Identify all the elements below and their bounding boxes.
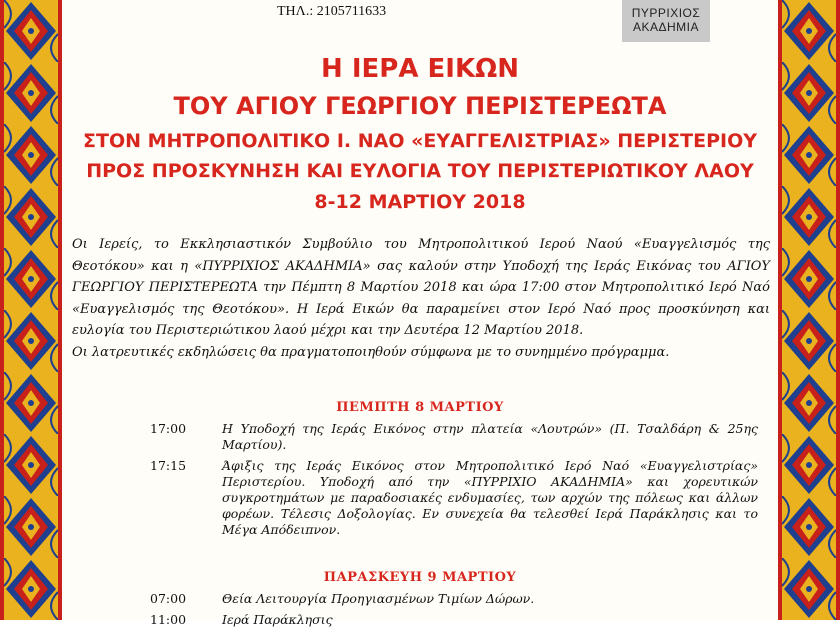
intro-last-line: Οι λατρευτικές εκδηλώσεις θα πραγματοποιηθούν σύμφωνα με το συνημμένο πρόγραμμα. (72, 344, 670, 360)
schedule-description: Ιερά Παράκλησις (222, 612, 333, 627)
logo-line-1: ΠΥΡΡΙΧΙΟΣ (631, 6, 701, 20)
title-dates: 8-12 ΜΑΡΤΙΟΥ 2018 (314, 191, 526, 213)
title-line-1: Η ΙΕΡΑ ΕΙΚΩΝ (321, 54, 519, 84)
schedule-description: Θεία Λειτουργία Προηγιασμένων Τιμίων Δώρων. (222, 591, 535, 606)
schedule-time: 17:00 (150, 421, 187, 436)
schedule-time: 07:00 (150, 591, 187, 606)
schedule-time: 17:15 (150, 458, 187, 473)
phone-number: ΤΗΛ.: 2105711633 (277, 4, 387, 19)
day-heading-friday: ΠΑΡΑΣΚΕΥΗ 9 ΜΑΡΤΙΟΥ (323, 570, 517, 585)
ornamental-border-left (0, 0, 62, 620)
intro-text (72, 234, 770, 363)
day-heading-thursday: ΠΕΜΠΤΗ 8 ΜΑΡΤΙΟΥ (336, 400, 504, 415)
logo-line-2: ΑΚΑΔΗΜΙΑ (632, 20, 700, 34)
title-line-2: ΤΟΥ ΑΓΙΟΥ ΓΕΩΡΓΙΟΥ ΠΕΡΙΣΤΕΡΕΩΤΑ (173, 92, 667, 120)
intro-paragraph: Οι Ιερείς, το Εκκλησιαστικόν Συμβούλιο του Μητροπολιτικού Ιερού Ναού «Ευαγγελισμός της Θεοτόκου» και η «ΠΥΡΡΙΧΙΟΣ ΑΚΑΔΗΜΙΑ» σας καλούν στην Υποδοχή της Ιεράς Εικόνας του ΑΓΙΟΥ ΓΕΩΡΓΙΟΥ ΠΕΡΙΣΤΕΡΕΩΤΑ την Πέμπτη 8 Μαρτίου 2018 και ώρα 17:00 στον Μητροπολιτικό Ιερό Ναό «Ευαγγελισμός της Θεοτόκου». Η Ιερά Εικών θα παραμείνει στον Ιερό Ναό προς προσκύνηση και ευλογία του Περιστεριώτικου λαού μέχρι και την Δευτέρα 12 Μαρτίου 2018. (72, 237, 770, 338)
title-line-4: ΠΡΟΣ ΠΡΟΣΚΥΝΗΣΗ ΚΑΙ ΕΥΛΟΓΙΑ ΤΟΥ ΠΕΡΙΣΤΕΡΙΩΤΙΚΟΥ ΛΑΟΥ (86, 160, 754, 182)
schedule-description: Η Υποδοχή της Ιεράς Εικόνος στην πλατεία «Λουτρών» (Π. Τσαλδάρη & 25ης Μαρτίου). (222, 421, 758, 452)
academy-logo (622, 0, 710, 42)
poster-page (62, 0, 778, 627)
title-line-3: ΣΤΟΝ ΜΗΤΡΟΠΟΛΙΤΙΚΟ Ι. ΝΑΟ «ΕΥΑΓΓΕΛΙΣΤΡΙΑΣ» ΠΕΡΙΣΤΕΡΙΟΥ (83, 130, 757, 152)
schedule-description: Άφιξις της Ιεράς Εικόνος στον Μητροπολιτικό Ιερό Ναό «Ευαγγελιστρίας» Περιστερίου. Υποδοχή από την «ΠΥΡΡΙΧΙΟ ΑΚΑΔΗΜΙΑ» και χορευτικών συγκροτημάτων με παραδοσιακές ενδυμασίες, των αρχών της πόλεως και άλλων φορέων. Τέλεσις Δοξολογίας. Εν συνεχεία θα τελεσθεί Ιερά Παράκλησις και το Μέγα Απόδειπνον. (222, 458, 758, 537)
ornamental-border-right (778, 0, 840, 620)
schedule-time: 11:00 (150, 612, 187, 627)
